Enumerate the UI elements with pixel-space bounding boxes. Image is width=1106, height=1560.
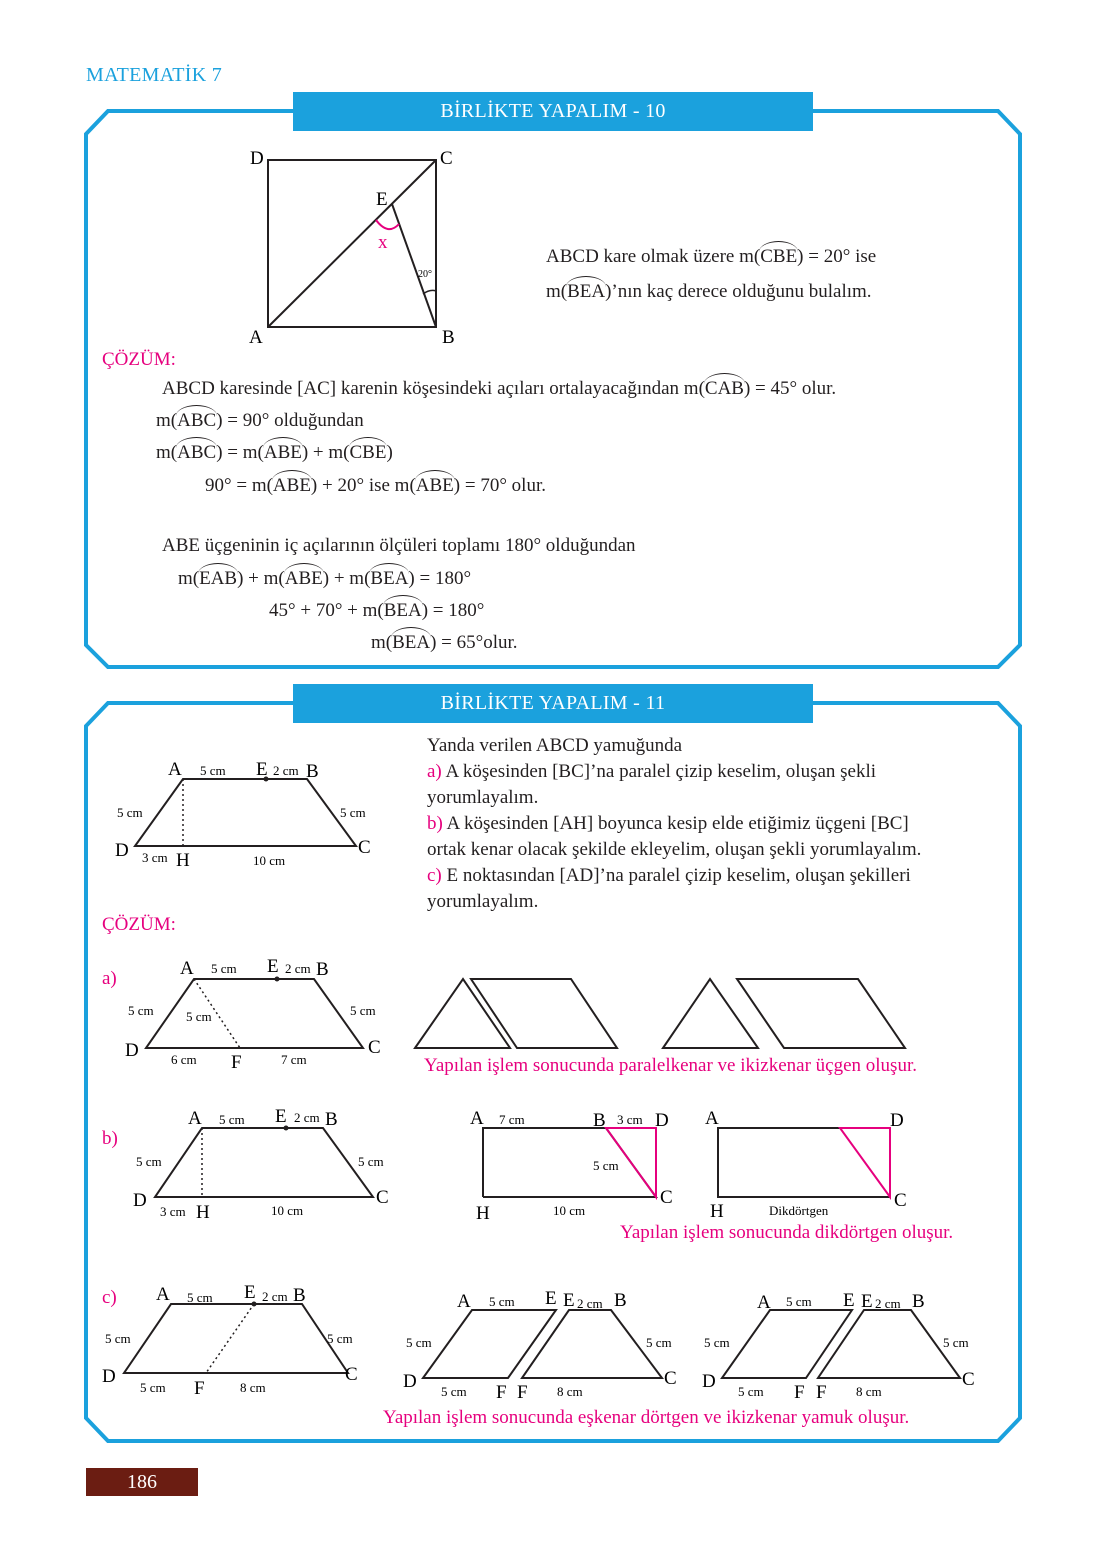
svg-text:E: E <box>563 1290 575 1311</box>
svg-text:C: C <box>894 1190 907 1211</box>
parallelogram-a2 <box>737 979 905 1048</box>
solution10-line1: ABCD karesinde [AC] karenin köşesindeki açıları ortalayacağından m(CAB) = 45° olur. <box>162 378 837 399</box>
svg-text:A: A <box>705 1108 719 1129</box>
svg-text:H: H <box>196 1202 210 1223</box>
svg-text:6 cm: 6 cm <box>171 1052 197 1067</box>
result-a: Yapılan işlem sonucunda paralelkenar ve ikizkenar üçgen oluşur. <box>424 1055 917 1076</box>
svg-text:2 cm: 2 cm <box>262 1289 288 1304</box>
svg-text:2 cm: 2 cm <box>577 1296 603 1311</box>
svg-text:5 cm: 5 cm <box>186 1009 212 1024</box>
cut-c <box>206 1304 254 1373</box>
label-c: C <box>440 148 453 169</box>
svg-text:C: C <box>345 1364 358 1385</box>
rhombus-c2 <box>722 1310 852 1378</box>
arc-bea: BEA <box>567 281 606 302</box>
question11-a: a) A köşesinden [BC]’na paralel çizip keselim, oluşan şekli <box>427 761 877 782</box>
solution11-label: ÇÖZÜM: <box>102 914 176 935</box>
svg-text:5 cm: 5 cm <box>738 1384 764 1399</box>
label-b: B <box>442 327 455 348</box>
svg-text:A: A <box>156 1284 170 1305</box>
svg-text:E: E <box>545 1288 557 1309</box>
svg-text:D: D <box>133 1190 147 1211</box>
svg-text:2 cm: 2 cm <box>294 1110 320 1125</box>
svg-text:F: F <box>517 1382 528 1403</box>
subject-header: MATEMATİK 7 <box>86 64 223 86</box>
svg-text:5 cm: 5 cm <box>200 763 226 778</box>
svg-text:5 cm: 5 cm <box>406 1335 432 1350</box>
question11-a2: yorumlayalım. <box>427 787 539 808</box>
solution10-line7: 45° + 70° + m(BEA) = 180° <box>269 600 485 621</box>
svg-text:B: B <box>306 761 319 782</box>
svg-text:E: E <box>843 1290 855 1311</box>
svg-text:D: D <box>403 1371 417 1392</box>
svg-text:5 cm: 5 cm <box>704 1335 730 1350</box>
svg-text:D: D <box>655 1110 669 1131</box>
svg-text:2 cm: 2 cm <box>273 763 299 778</box>
section10-title: BİRLİKTE YAPALIM - 10 <box>293 92 813 131</box>
svg-text:D: D <box>115 840 129 861</box>
question10-line1: ABCD kare olmak üzere m(CBE) = 20° ise <box>546 246 877 267</box>
svg-text:C: C <box>962 1369 975 1390</box>
svg-text:F: F <box>496 1382 507 1403</box>
svg-text:B: B <box>293 1285 306 1306</box>
added-triangle-b2 <box>840 1128 890 1197</box>
svg-text:F: F <box>794 1382 805 1403</box>
result-b: Yapılan işlem sonucunda dikdörtgen oluşur. <box>620 1222 954 1243</box>
parallelogram-a1 <box>471 979 617 1048</box>
svg-text:B: B <box>912 1291 925 1312</box>
svg-text:5 cm: 5 cm <box>105 1331 131 1346</box>
trap-c2 <box>818 1310 960 1378</box>
svg-text:7 cm: 7 cm <box>499 1112 525 1127</box>
solution10-label: ÇÖZÜM: <box>102 349 176 370</box>
svg-text:C: C <box>358 837 371 858</box>
rhombus-c1 <box>423 1310 556 1378</box>
svg-text:8 cm: 8 cm <box>557 1384 583 1399</box>
svg-text:5 cm: 5 cm <box>786 1294 812 1309</box>
svg-text:5 cm: 5 cm <box>187 1290 213 1305</box>
solution10-line6: m(EAB) + m(ABE) + m(BEA) = 180° <box>178 568 472 589</box>
svg-text:3 cm: 3 cm <box>617 1112 643 1127</box>
svg-text:B: B <box>325 1109 338 1130</box>
svg-text:A: A <box>757 1292 771 1313</box>
svg-text:10 cm: 10 cm <box>553 1203 586 1218</box>
svg-text:5 cm: 5 cm <box>136 1154 162 1169</box>
svg-text:5 cm: 5 cm <box>327 1331 353 1346</box>
svg-text:5 cm: 5 cm <box>646 1335 672 1350</box>
svg-text:E: E <box>861 1291 873 1312</box>
svg-text:B: B <box>614 1290 627 1311</box>
svg-text:10 cm: 10 cm <box>253 853 286 868</box>
svg-text:H: H <box>476 1203 490 1224</box>
page-number: 186 <box>86 1468 198 1496</box>
svg-text:10 cm: 10 cm <box>271 1203 304 1218</box>
question11-c: c) E noktasından [AD]’na paralel çizip keselim, oluşan şekilleri <box>427 865 911 886</box>
svg-text:E: E <box>275 1106 287 1127</box>
svg-text:D: D <box>102 1366 116 1387</box>
svg-text:F: F <box>816 1382 827 1403</box>
trapezoid-a <box>146 979 363 1048</box>
svg-text:5 cm: 5 cm <box>489 1294 515 1309</box>
label-20: 20° <box>418 269 432 280</box>
svg-text:A: A <box>470 1108 484 1129</box>
svg-text:5 cm: 5 cm <box>350 1003 376 1018</box>
svg-text:Dikdörtgen: Dikdörtgen <box>769 1203 829 1218</box>
svg-text:A: A <box>168 759 182 780</box>
svg-text:D: D <box>125 1040 139 1061</box>
part-c-label: c) <box>102 1287 117 1308</box>
triangle-a1 <box>415 979 510 1048</box>
label-a: A <box>249 327 263 348</box>
solution10-line4: 90° = m(ABE) + 20° ise m(ABE) = 70° olur. <box>205 475 546 496</box>
svg-text:D: D <box>890 1110 904 1131</box>
svg-text:D: D <box>702 1371 716 1392</box>
svg-text:5 cm: 5 cm <box>211 961 237 976</box>
svg-text:F: F <box>231 1052 242 1073</box>
svg-text:7 cm: 7 cm <box>281 1052 307 1067</box>
question11-b: b) A köşesinden [AH] boyunca kesip elde etiğimiz üçgeni [BC] <box>427 813 909 834</box>
svg-text:5 cm: 5 cm <box>943 1335 969 1350</box>
svg-text:A: A <box>457 1291 471 1312</box>
svg-text:E: E <box>256 759 268 780</box>
arc-cbe: CBE <box>760 246 798 267</box>
solution10-line5: ABE üçgeninin iç açılarının ölçüleri toplamı 180° olduğundan <box>162 535 636 556</box>
part-b-label: b) <box>102 1128 118 1149</box>
svg-text:C: C <box>368 1037 381 1058</box>
svg-text:5 cm: 5 cm <box>219 1112 245 1127</box>
trapezoid-c <box>124 1304 348 1373</box>
svg-text:H: H <box>176 850 190 871</box>
svg-text:F: F <box>194 1378 205 1399</box>
svg-text:A: A <box>188 1108 202 1129</box>
svg-text:5 cm: 5 cm <box>117 805 143 820</box>
result-c: Yapılan işlem sonucunda eşkenar dörtgen ve ikizkenar yamuk oluşur. <box>383 1407 910 1428</box>
part-a-label: a) <box>102 968 117 989</box>
svg-text:5 cm: 5 cm <box>441 1384 467 1399</box>
svg-text:B: B <box>593 1110 606 1131</box>
question11-b2: ortak kenar olacak şekilde ekleyelim, oluşan şekli yorumlayalım. <box>427 839 922 860</box>
svg-text:3 cm: 3 cm <box>160 1204 186 1219</box>
svg-text:5 cm: 5 cm <box>140 1380 166 1395</box>
question11-intro: Yanda verilen ABCD yamuğunda <box>427 735 683 756</box>
svg-text:5 cm: 5 cm <box>340 805 366 820</box>
solution10-line3: m(ABC) = m(ABE) + m(CBE) <box>156 442 393 463</box>
svg-text:5 cm: 5 cm <box>593 1158 619 1173</box>
svg-text:E: E <box>244 1282 256 1303</box>
svg-text:2 cm: 2 cm <box>285 961 311 976</box>
trapezoid-b <box>155 1128 373 1197</box>
svg-text:B: B <box>316 959 329 980</box>
svg-text:5 cm: 5 cm <box>358 1154 384 1169</box>
question10-line2: m(BEA)’nın kaç derece olduğunu bulalım. <box>546 281 872 302</box>
svg-text:A: A <box>180 958 194 979</box>
question11-c2: yorumlayalım. <box>427 891 539 912</box>
svg-text:C: C <box>660 1187 673 1208</box>
svg-text:C: C <box>664 1368 677 1389</box>
label-d: D <box>250 148 264 169</box>
svg-text:C: C <box>376 1187 389 1208</box>
label-e: E <box>376 189 388 210</box>
trapezoid-given <box>135 779 356 846</box>
svg-text:H: H <box>710 1201 724 1222</box>
svg-text:E: E <box>267 956 279 977</box>
svg-text:8 cm: 8 cm <box>856 1384 882 1399</box>
svg-text:5 cm: 5 cm <box>128 1003 154 1018</box>
label-x: x <box>378 232 388 253</box>
svg-text:3 cm: 3 cm <box>142 850 168 865</box>
trap-c1 <box>522 1310 662 1378</box>
svg-text:8 cm: 8 cm <box>240 1380 266 1395</box>
section11-title: BİRLİKTE YAPALIM - 11 <box>293 684 813 723</box>
svg-text:2 cm: 2 cm <box>875 1296 901 1311</box>
solution10-line8: m(BEA) = 65°olur. <box>371 632 518 653</box>
solution10-line2: m(ABC) = 90° olduğundan <box>156 410 364 431</box>
